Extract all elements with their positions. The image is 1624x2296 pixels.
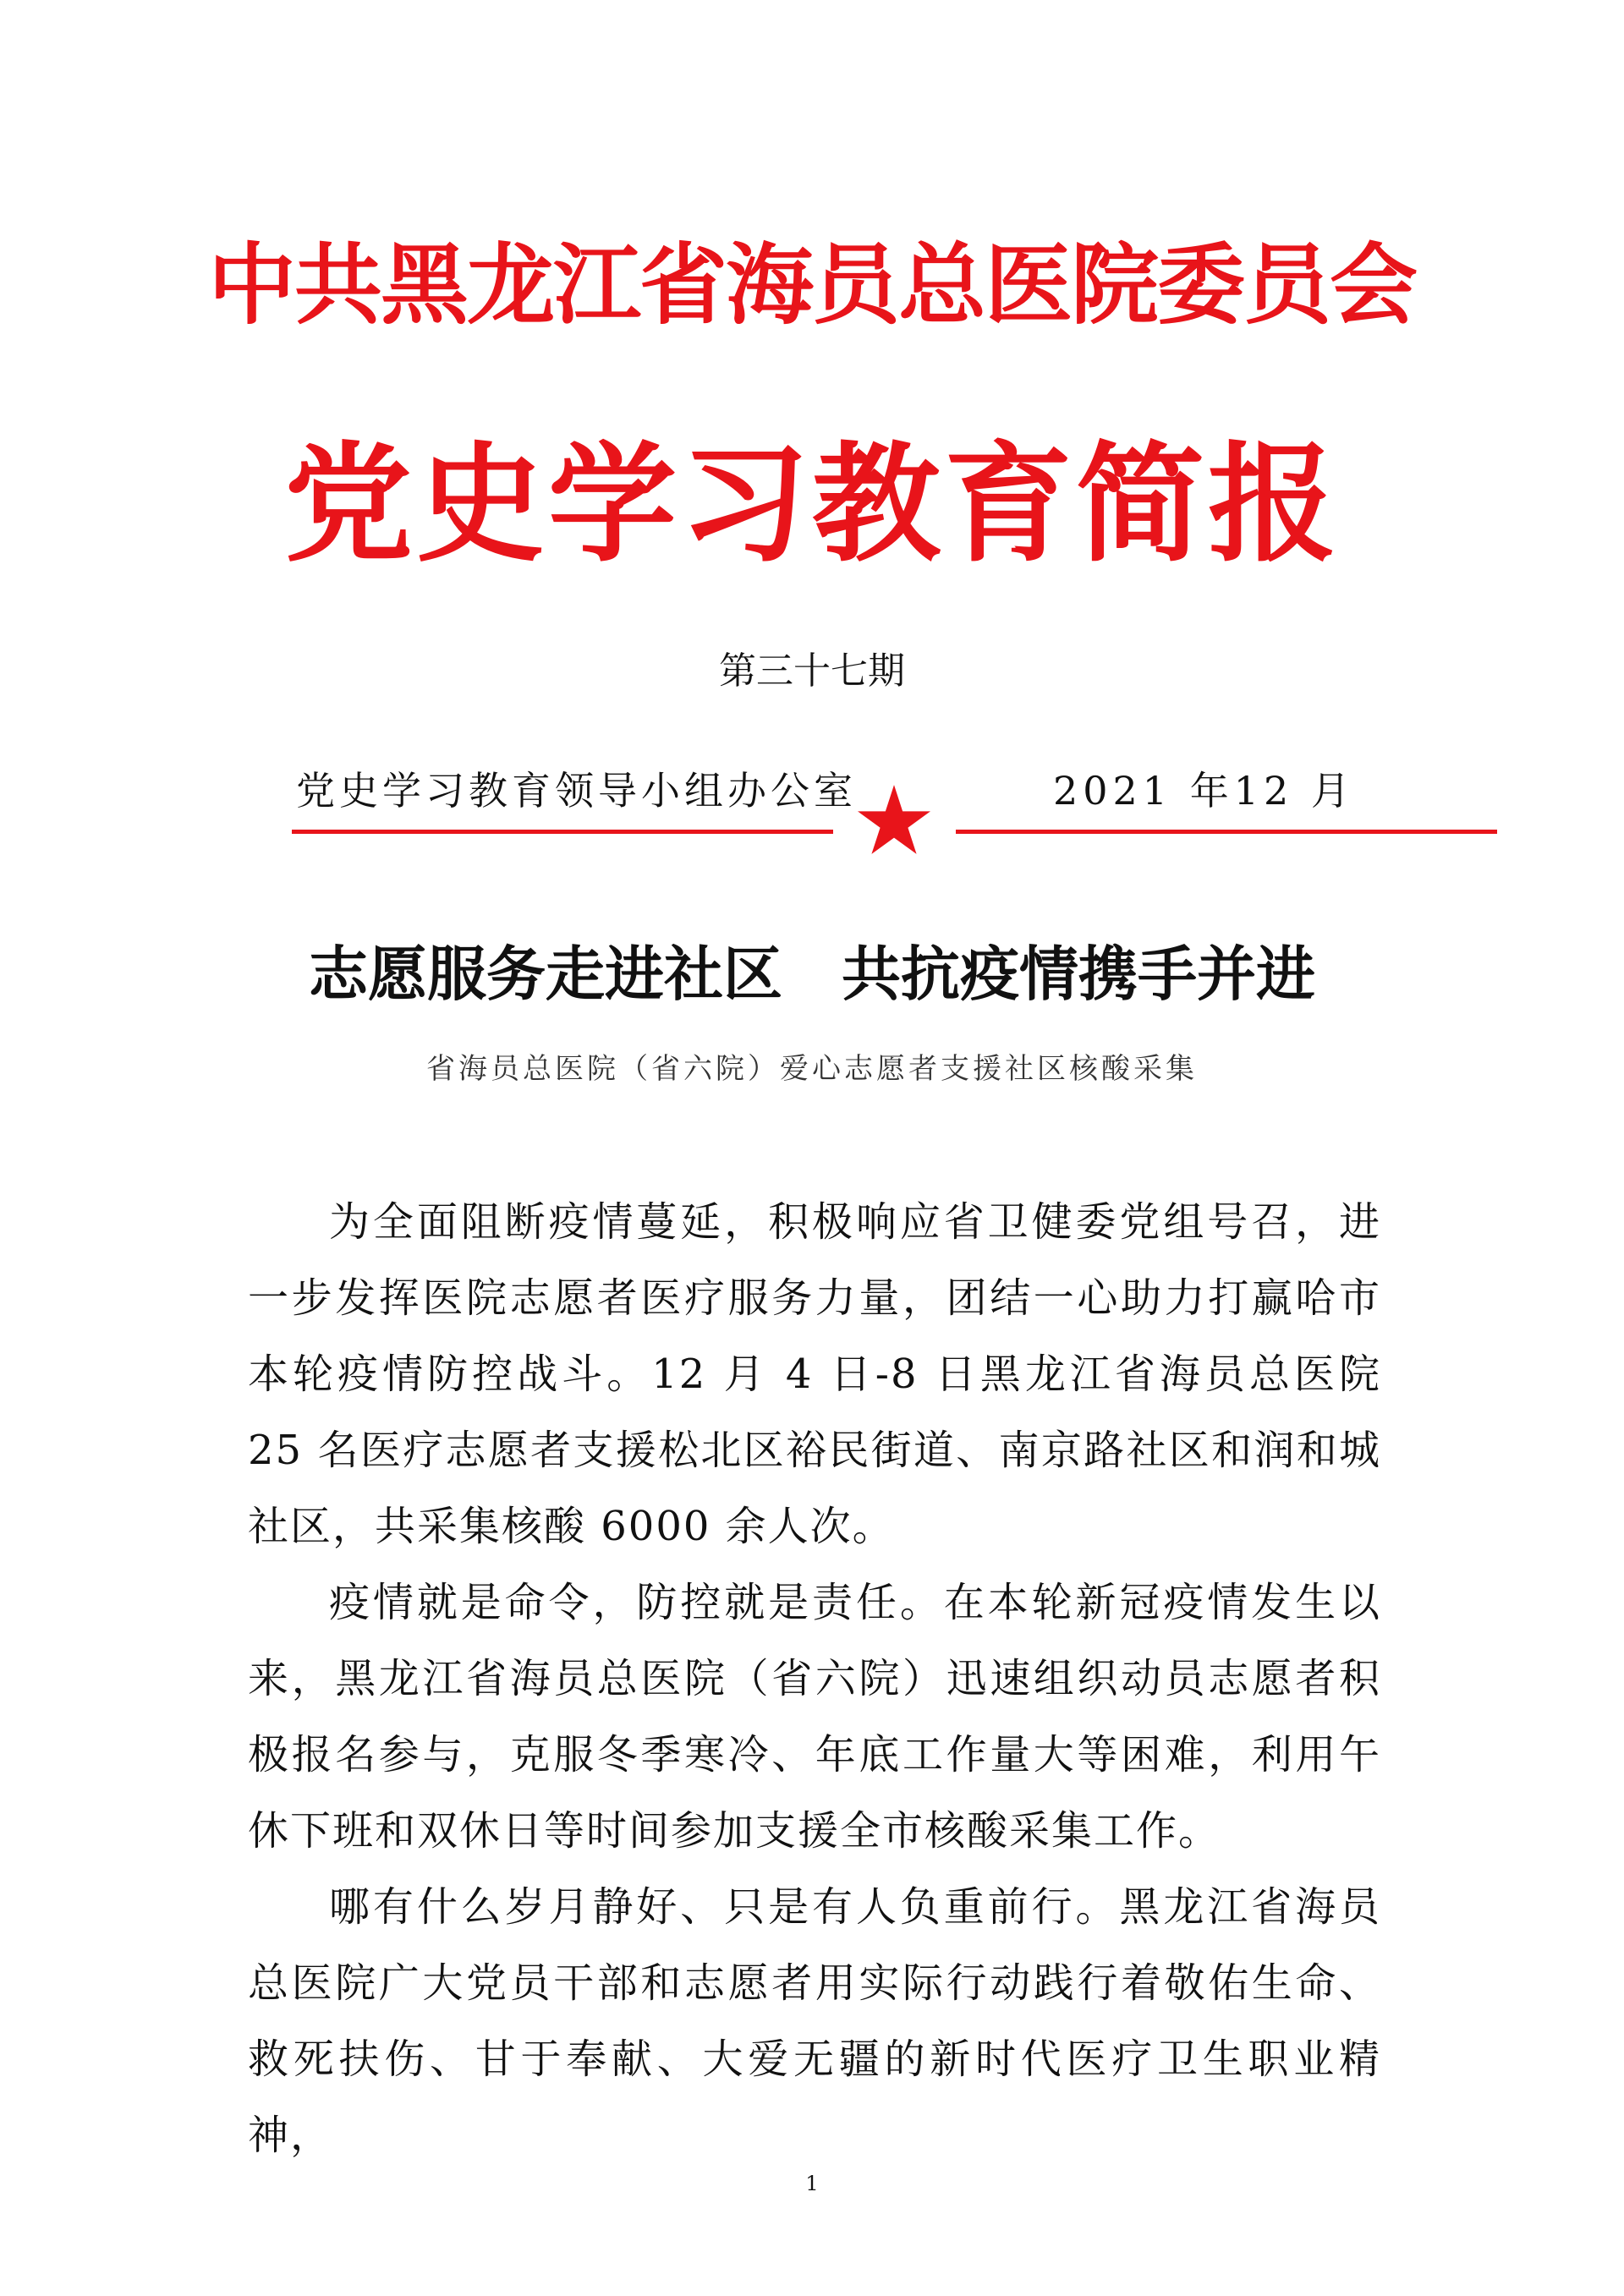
issue-date: 2021 年12 月 — [1053, 768, 1355, 814]
body-paragraph: 疫情就是命令，防控就是责任。在本轮新冠疫情发生以来，黑龙江省海员总医院（省六院）迅速组织动员志愿者积极报名参与，克服冬季寒冷、年底工作量大等困难，利用午休下班和双休日等时间参加支援全市核酸采集工作。 — [248, 1579, 1381, 1855]
article-headline: 志愿服务走进社区 共抗疫情携手并进 — [309, 940, 1315, 1009]
red-star-icon — [858, 785, 930, 854]
article-body — [248, 1184, 1381, 2173]
body-paragraph: 为全面阻断疫情蔓延，积极响应省卫健委党组号召，进一步发挥医院志愿者医疗服务力量，团结一心助力打赢哈市本轮疫情防控战斗。12 月 4 日-8 日黑龙江省海员总医院 25 名医疗志愿者支援松北区裕民街道、南京路社区和润和城社区，共采集核酸 6000 余人次。 — [248, 1198, 1381, 1550]
article-subhead: 省海员总医院（省六院）爱心志愿者支援社区核酸采集 — [426, 1052, 1198, 1086]
organization-title: 中共黑龙江省海员总医院委员会 — [207, 233, 1416, 337]
page-number: 1 — [805, 2172, 819, 2195]
issuing-office: 党史学习教育领导小组办公室 — [296, 768, 857, 814]
bulletin-masthead: 党史学习教育简报 — [284, 428, 1340, 579]
body-paragraph: 哪有什么岁月静好、只是有人负重前行。黑龙江省海员总医院广大党员干部和志愿者用实际行动践行着敬佑生命、救死扶伤、甘于奉献、大爱无疆的新时代医疗卫生职业精神， — [248, 1883, 1381, 2159]
red-divider-left — [292, 830, 833, 834]
red-divider-right — [956, 830, 1497, 834]
issue-number: 第三十七期 — [719, 649, 905, 693]
